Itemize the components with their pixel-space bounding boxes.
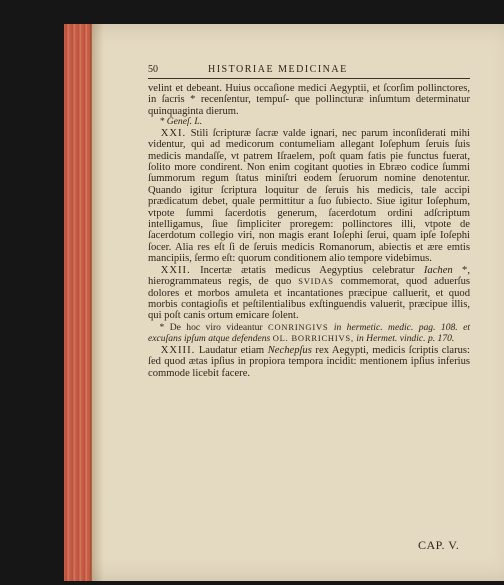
line-2: et ſcorſim pollinctores, in ſacris * recenſentur, tempuſ- xyxy=(148,83,470,106)
section-22-text-b: *, hierogrammateus regis, de quo xyxy=(148,264,471,288)
section-22 xyxy=(148,265,470,322)
section-22-text-c: commemorat, quod aduerſus dolores et morbos amuleta et incantationes præcipue calluerit, et quod morbis contagioſis et peſtilentialibus exſtinguendis valuerit, præcipue illis, qui poſt canis ortum emicare ſolent. xyxy=(148,276,471,322)
section-21 xyxy=(148,128,470,265)
page-text xyxy=(148,64,470,379)
para-top xyxy=(148,83,470,117)
section-22-text-a: Incertæ ætatis medicus Aegyptius celebratur xyxy=(200,264,424,276)
page-edge-red xyxy=(64,24,92,581)
line-4: dierum. xyxy=(205,105,239,117)
name-suidas: SVIDAS xyxy=(298,276,334,287)
section-21-text: Stili ſcripturæ ſacræ valde ignari, nec parum inconſiderati mihi videntur, qui ad medicorum contumeliam allegant Ioſephum ſeruis ſuis medicis mandaſſe, vt patrem Iſraelem, poſt quam fatis pie functus fuerat, ſolito more condirent. Non enim cogitant quoties in Ebræo codice ſummi ſummorum regum ſtatus miniſtri eodem ſeruorum nomine denotentur. Quando igitur ſcriptura loquitur de ſeruis his medicis, tale accipi prædicatum debet, quale permittitur a ſuo ſubiecto. Siue igitur Ioſephum, vtpote ſummi ſacerdotis generum, ſacerdotum ordini adſcriptum intelligamus, ſiue ſimpliciter proregem: pollinctores illi, vtpote de ſacerdotum collegio viri, non magis erant Ioſephi ſerui, quam ipſe Ioſephi ſocer. Alia res eſt ſi de ſeruis medicis Romanorum, abiectis et ære emtis mancipiis, ſermo eſt: quorum conditionem alio tempore videbimus. xyxy=(148,127,470,265)
footnote-1: * Geneſ. L. xyxy=(159,116,203,128)
section-23-number: XXIII. xyxy=(160,344,196,356)
section-23-text-b: rex Aegypti, medicis ſcriptis clarus: ſed quod ætas ipſius in propiora tempora incidit: mentionem ipſius inferius commode licebit facere. xyxy=(148,344,470,379)
gutter-shadow xyxy=(90,24,104,581)
footnote-2: * De hoc viro videantur CONRINGIVS in hermetic. medic. pag. 108. et excuſans ipſum atque defendens OL. BORRICHIVS, in Hermet. vindic. p. 170. xyxy=(148,321,471,345)
section-21-number: XXI. xyxy=(160,127,187,139)
line-3: que pollincturæ inſumtum determinatur quinquaginta xyxy=(148,94,470,117)
section-22-number: XXII. xyxy=(160,264,191,276)
section-23-text-a: Laudatur etiam xyxy=(198,344,268,356)
page-number: 50 xyxy=(148,64,158,75)
running-head xyxy=(148,64,470,79)
name-nechepsus: Nechepſus xyxy=(267,344,312,356)
section-23 xyxy=(148,345,470,379)
running-title: HISTORIAE MEDICINAE xyxy=(208,64,348,75)
line-1: velint et debeant. Huius occaſione medici Aegyptii, xyxy=(148,83,370,94)
catchword: CAP. V. xyxy=(418,538,460,552)
name-iachen: Iachen xyxy=(423,264,453,276)
